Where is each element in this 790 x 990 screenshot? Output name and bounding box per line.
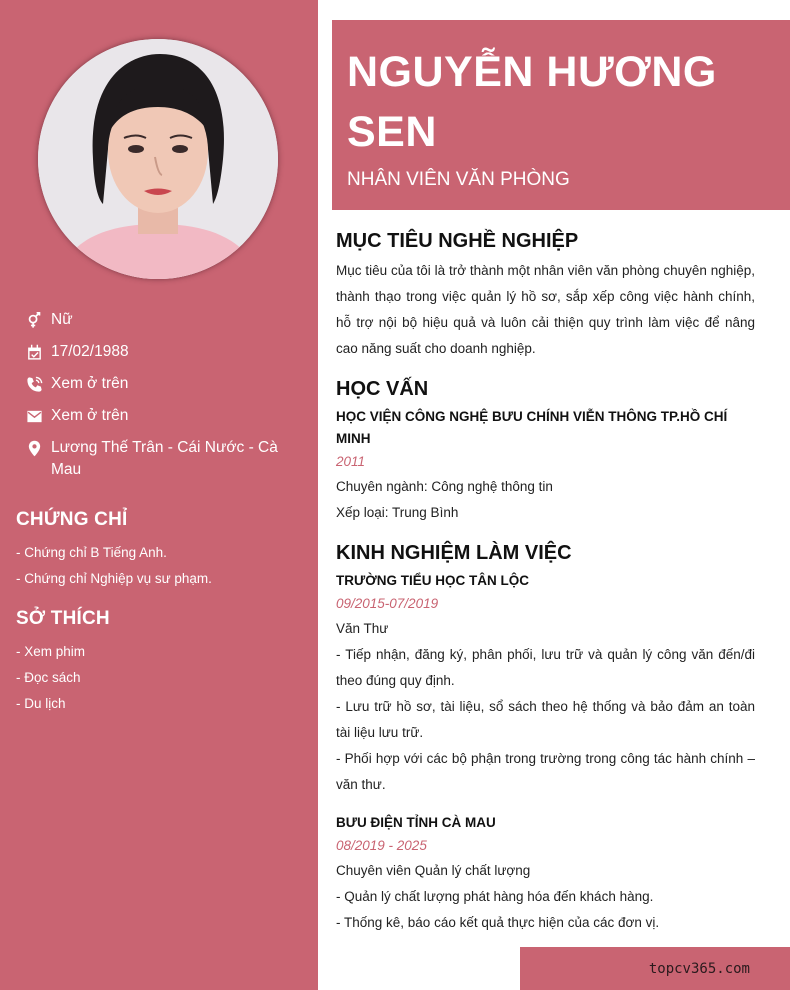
phone-value: Xem ở trên <box>51 375 129 392</box>
hobbies-title: SỞ THÍCH <box>16 608 110 629</box>
location-pin-icon <box>24 437 44 459</box>
phone-row <box>24 373 294 395</box>
education-title: HỌC VẤN <box>336 378 429 400</box>
job-duty: - Lưu trữ hồ sơ, tài liệu, sổ sách theo hệ thống và bảo đảm an toàn tài liệu lưu trữ. <box>336 699 755 740</box>
job-period: 08/2019 - 2025 <box>336 838 427 853</box>
job-entry <box>336 812 755 936</box>
address-row <box>24 437 294 481</box>
job-company: TRƯỜNG TIỂU HỌC TÂN LỘC <box>336 573 529 588</box>
gender-icon <box>24 309 44 331</box>
hobby-item: - Đọc sách <box>16 670 81 685</box>
phone-icon <box>24 373 44 395</box>
gender-row <box>24 309 294 331</box>
job-entry <box>336 570 755 798</box>
main-content <box>336 228 755 936</box>
education-major: Chuyên ngành: Công nghệ thông tin <box>336 479 553 494</box>
email-value: Xem ở trên <box>51 407 129 424</box>
birthday-row <box>24 341 294 363</box>
certificate-item: - Chứng chỉ B Tiếng Anh. <box>16 545 167 560</box>
objective-title: MỤC TIÊU NGHỀ NGHIỆP <box>336 230 579 252</box>
education-grade: Xếp loại: Trung Bình <box>336 505 459 520</box>
certificates-title: CHỨNG CHỈ <box>16 509 128 530</box>
certificates-section <box>16 509 306 592</box>
certificate-item: - Chứng chỉ Nghiệp vụ sư phạm. <box>16 571 212 586</box>
job-period: 09/2015-07/2019 <box>336 596 439 611</box>
full-name: NGUYỄN HƯƠNG SEN <box>347 48 717 156</box>
avatar <box>38 39 278 279</box>
hobbies-section <box>16 608 306 717</box>
job-duty: - Tiếp nhận, đăng ký, phân phối, lưu trữ và quản lý công văn đến/đi theo đúng quy định. <box>336 647 755 688</box>
email-row <box>24 405 294 427</box>
job-duty: - Phối hợp với các bộ phận trong trường trong công tác hành chính – văn thư. <box>336 751 755 792</box>
address-value: Lương Thế Trân - Cái Nước - Cà Mau <box>51 439 278 478</box>
watermark-text: topcv365.com <box>648 961 750 977</box>
calendar-icon <box>24 341 44 363</box>
profile-photo <box>38 39 278 279</box>
hobby-item: - Du lịch <box>16 696 66 711</box>
education-year: 2011 <box>336 454 366 469</box>
gender-value: Nữ <box>51 311 73 328</box>
job-duty: - Quản lý chất lượng phát hàng hóa đến khách hàng. <box>336 889 654 904</box>
sidebar <box>0 0 318 990</box>
job-company: BƯU ĐIỆN TỈNH CÀ MAU <box>336 815 496 830</box>
job-role: Văn Thư <box>336 621 389 636</box>
job-role: Chuyên viên Quản lý chất lượng <box>336 863 531 878</box>
objective-section <box>336 228 755 362</box>
education-section <box>336 376 755 526</box>
experience-title: KINH NGHIỆM LÀM VIỆC <box>336 542 572 564</box>
footer-bar <box>520 947 790 990</box>
birthday-value: 17/02/1988 <box>51 343 129 360</box>
experience-section <box>336 540 755 936</box>
objective-text: Mục tiêu của tôi là trở thành một nhân viên văn phòng chuyên nghiệp, thành thạo trong việc quản lý hồ sơ, sắp xếp công việc hành chính, hỗ trợ nội bộ hiệu quả và luôn cải thiện quy trình làm việc để nâng cao năng suất cho doanh nghiệp. <box>336 263 755 356</box>
hobby-item: - Xem phim <box>16 644 86 659</box>
job-duty: - Thống kê, báo cáo kết quả thực hiện của các đơn vị. <box>336 915 660 930</box>
name-header <box>332 20 790 210</box>
school-name: HỌC VIỆN CÔNG NGHỆ BƯU CHÍNH VIỄN THÔNG TP.HỒ CHÍ MINH <box>336 409 728 446</box>
envelope-icon <box>24 405 44 427</box>
contact-list <box>24 309 294 491</box>
job-title: NHÂN VIÊN VĂN PHÒNG <box>347 169 570 190</box>
